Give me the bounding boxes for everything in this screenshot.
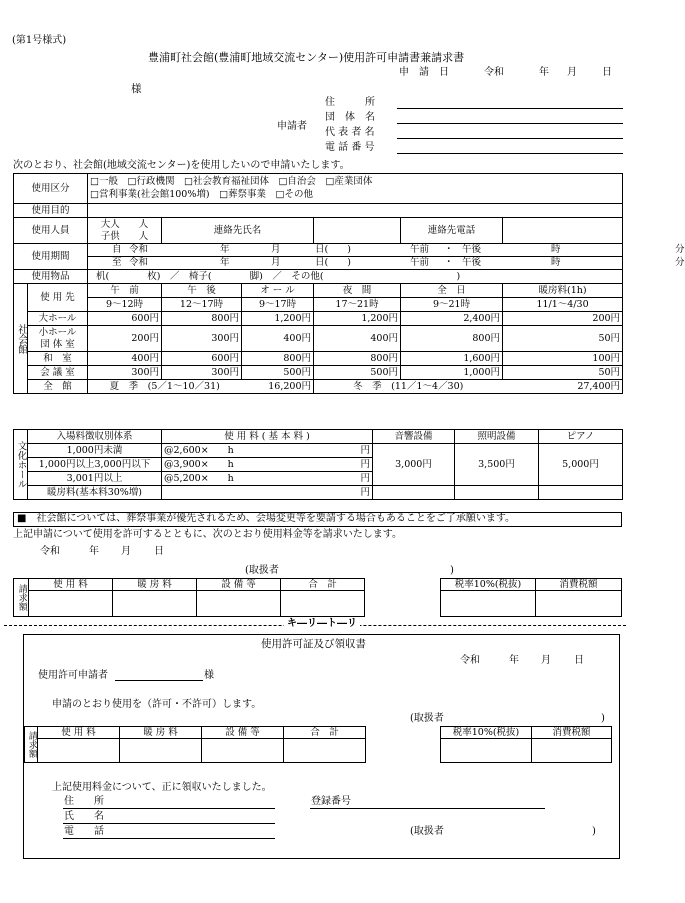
permit-title: 使用許可証及び領収書 [261,638,366,650]
permit-billing-h-total: 合 計 [284,727,366,739]
culture-unit: 円 [322,458,373,472]
hall-row-name: 会 議 室 [28,366,88,380]
culture-h4: 照明設備 [455,430,539,444]
purpose-label: 使用目的 [14,204,88,218]
hall-col-am: 午 前 [88,284,162,298]
culture-rate[interactable]: @2,600× h [162,444,322,458]
culture-empty [373,486,455,500]
hall-fee: 400円 [314,326,401,352]
permit-consumption-tax-field[interactable] [532,739,612,763]
cut-line-label: キ―リ―ト―リ [284,619,360,629]
period-label: 使用期間 [14,244,88,270]
hall-fee: 800円 [162,312,242,326]
culture-hall-table [13,429,623,500]
permit-handler: (取扱者 [410,713,444,724]
small-hall-label: 小ホール [38,326,77,338]
hall-fee: 1,000円 [401,366,503,380]
permit-date-day: 日 [574,655,584,666]
hall-time-heating: 11/1～4/30 [503,298,623,312]
hall-time-pm: 12～17時 [162,298,242,312]
period-to-h: 時 [551,257,561,268]
child-count[interactable]: 子供 人 [100,230,149,242]
req-date-day: 日 [154,546,164,557]
hall-fee: 1,200円 [314,312,401,326]
period-to-mi: 分 [675,257,685,268]
billing-total-field[interactable] [281,591,365,617]
hall-fee: 2,400円 [401,312,503,326]
applicant-rep-line[interactable] [397,138,623,139]
app-date-era: 令和 [484,67,504,78]
persons-count[interactable] [88,218,162,244]
usage-class-label: 使用区分 [14,174,88,204]
tax-rate-label: 税率10%(税抜) [441,579,536,591]
form-number: (第1号様式) [12,35,67,46]
all-hall-label: 全 館 [28,380,88,394]
hall-fee: 50円 [503,326,623,352]
period-from-row[interactable] [88,244,685,257]
hall-time-fullday: 9～21時 [401,298,503,312]
culture-tier: 3,001円以上 [28,472,162,486]
culture-empty [539,486,623,500]
hall-col-all: オ ー ル [242,284,314,298]
hall-fee: 50円 [503,366,623,380]
notice-text: ■ 社会館については、葬祭事業が優先されるため、会場変更等を要請する場合もあることをご了承願います。 [17,513,516,524]
period-from-m: 月 [271,244,281,255]
hall-fee: 400円 [88,352,162,366]
hall-fee: 1,200円 [242,312,314,326]
culture-empty [455,486,539,500]
hall-fee: 600円 [88,312,162,326]
request-text: 上記申請について使用を許可するとともに、次のとおり使用料金等を請求いたします。 [13,529,402,540]
culture-tier: 1,000円以上3,000円以下 [28,458,162,472]
billing-h-heating: 暖 房 料 [113,579,197,591]
receipt-address-label: 住 所 [64,796,104,807]
registration-line[interactable] [310,808,545,809]
persons-label: 使用人員 [14,218,88,244]
hall-time-night: 17～21時 [314,298,401,312]
hall-fee: 400円 [242,326,314,352]
applicant-group-label: 団 体 名 [325,112,375,123]
culture-unit: 円 [322,486,373,500]
usage-class-options[interactable] [88,174,623,204]
req-date-year: 年 [89,546,99,557]
culture-unit: 円 [322,444,373,458]
permit-date-month: 月 [541,655,551,666]
billing-h-usage: 使 用 料 [29,579,113,591]
period-from-y: 年 [220,244,230,255]
winter-fee: 27,400円 [503,380,623,394]
hall-fee: 1,600円 [401,352,503,366]
permit-sama: 様 [204,670,214,681]
receipt-address-line[interactable] [63,808,275,809]
hall-fee: 500円 [314,366,401,380]
culture-unit: 円 [322,472,373,486]
permit-date-year: 年 [509,655,519,666]
hall-fee: 800円 [242,352,314,366]
light-fee: 3,500円 [455,444,539,486]
permit-tax-rate-label: 税率10%(税抜) [441,727,532,739]
applicant-group-line[interactable] [397,123,623,124]
receipt-text: 上記使用料金について、正に領収いたしました。 [52,782,272,793]
hall-fee: 500円 [242,366,314,380]
period-from-d: 日( ) [315,244,351,255]
consumption-tax-label: 消費税額 [536,579,622,591]
billing-heating-field[interactable] [113,591,197,617]
permit-applicant-label: 使用許可申請者 [38,670,108,681]
tax-table [440,578,622,617]
hall-fee: 200円 [503,312,623,326]
permit-billing-usage-field[interactable] [38,739,120,763]
usage-class-line1[interactable]: □一般 □行政機関 □社会教育福祉団体 □自治会 □産業団体 [90,175,373,187]
hall-fee: 800円 [314,352,401,366]
contact-name-label: 連絡先氏名 [162,218,314,244]
period-from-am[interactable]: 午前 [410,244,430,255]
receipt-phone-label: 電 話 [64,826,104,837]
hall-row-name [28,326,88,352]
app-date-label: 申 請 日 [399,67,449,78]
permit-billing-total-field[interactable] [284,739,366,763]
receipt-name-line[interactable] [63,823,275,824]
applicant-label: 申請者 [277,121,307,132]
period-to-k: 至 [112,257,122,268]
period-to-d: 日( ) [315,257,351,268]
permit-date-era: 令和 [460,655,480,666]
billing-equipment-field[interactable] [197,591,281,617]
receipt-name-label: 氏 名 [64,811,104,822]
period-from-mi: 分 [675,244,685,255]
billing-side: 請求額 [14,579,29,617]
billing-h-equipment: 設 備 等 [197,579,281,591]
contact-phone-label: 連絡先電話 [401,218,503,244]
culture-h3: 音響設備 [373,430,455,444]
permit-billing-side: 請求額 [25,727,38,763]
hall-row-name: 和 室 [28,352,88,366]
period-from-pm[interactable]: 午後 [462,244,482,255]
consumption-tax-field[interactable] [536,591,622,617]
handler-label: (取扱者 [245,565,279,576]
summer-fee: 16,200円 [242,380,314,394]
hall-row-name: 大ホール [28,312,88,326]
app-date-day: 日 [602,67,612,78]
billing-h-total: 合 計 [281,579,365,591]
applicant-rep-label: 代 表 者 名 [325,127,375,138]
period-to-y: 年 [220,257,230,268]
billing-usage-field[interactable] [29,591,113,617]
items-field[interactable]: 机( 枚) ／ 椅子( 脚) ／ その他( ) [88,270,623,284]
culture-h2: 使 用 料 ( 基 本 料 ) [162,430,373,444]
period-to-m: 月 [271,257,281,268]
culture-rate[interactable]: @3,900× h [162,458,322,472]
period-from-era: 令和 [129,244,149,255]
period-to-row[interactable] [88,257,685,270]
permit-tax-base-field[interactable] [441,739,532,763]
summer-label: 夏 季 (5／1～10／31) [88,380,242,394]
culture-h1: 入場料徴収別体系 [28,430,162,444]
permit-billing-table [24,726,366,763]
applicant-address-line[interactable] [397,108,623,109]
period-to-pm[interactable]: 午後 [462,257,482,268]
handler-close: ) [450,565,454,576]
culture-rate[interactable] [162,486,322,500]
culture-side-label: 文化ホール [14,430,28,500]
hall-fee: 300円 [88,366,162,380]
hall-fee: 600円 [162,352,242,366]
period-to-dot: ・ [444,257,454,268]
contact-phone-field[interactable] [503,218,623,244]
hall-time-all: 9～17時 [242,298,314,312]
receipt-handler-close: ) [592,826,596,837]
permit-billing-heating-field[interactable] [120,739,202,763]
application-table [13,173,685,394]
permit-tax-table [440,726,612,763]
hall-col-pm: 午 後 [162,284,242,298]
hall-col-heating: 暖房料(1h) [503,284,623,298]
applicant-phone-label: 電 話 番 号 [325,142,375,153]
permit-handler-close: ) [601,713,605,724]
intro-text: 次のとおり、社会館(地域交流センター)を使用したいので申請いたします。 [13,160,350,171]
period-from-h: 時 [551,244,561,255]
contact-name-field[interactable] [314,218,401,244]
permit-billing-h-usage: 使 用 料 [38,727,120,739]
hall-fee: 100円 [503,352,623,366]
culture-rate[interactable]: @5,200× h [162,472,322,486]
culture-h5: ピアノ [539,430,623,444]
usage-class-line2[interactable]: □営利事業(社会館100%増) □葬祭事業 □その他 [90,188,314,200]
culture-tier: 暖房料(基本料30%増) [28,486,162,500]
addressee: 様 [131,83,142,95]
period-from-k: 自 [112,244,122,255]
hall-fee: 200円 [88,326,162,352]
hall-col-fullday: 全 日 [401,284,503,298]
culture-tier: 1,000円未満 [28,444,162,458]
period-from-dot: ・ [444,244,454,255]
permit-consumption-tax-label: 消費税額 [532,727,612,739]
billing-table [13,578,365,617]
applicant-address-label: 住 所 [325,97,375,108]
receipt-phone-line[interactable] [63,838,275,839]
app-date-year: 年 [539,67,549,78]
hall-side-label: 社会館 [14,284,28,394]
period-to-era: 令和 [129,257,149,268]
piano-fee: 5,000円 [539,444,623,486]
hall-fee: 800円 [401,326,503,352]
items-label: 使用物品 [14,270,88,284]
registration-label: 登録番号 [311,796,351,807]
form-title: 豊浦町社会館(豊浦町地域交流センター)使用許可申請書兼請求書 [148,51,465,64]
adult-count[interactable]: 大人 人 [100,218,149,230]
hall-time-am: 9～12時 [88,298,162,312]
period-to-am[interactable]: 午前 [410,257,430,268]
permit-applicant-line[interactable] [115,680,203,681]
req-date-era: 令和 [40,546,60,557]
hall-use-label: 使 用 先 [28,284,88,312]
group-room-label: 団 体 室 [40,338,75,350]
permit-billing-h-heating: 暖 房 料 [120,727,202,739]
app-date-month: 月 [567,67,577,78]
permit-billing-h-equipment: 設 備 等 [202,727,284,739]
req-date-month: 月 [121,546,131,557]
permit-approve[interactable]: 申請のとおり使用を（許可・不許可）します。 [52,699,262,710]
sound-fee: 3,000円 [373,444,455,486]
hall-col-night: 夜 間 [314,284,401,298]
hall-fee: 300円 [162,326,242,352]
tax-base-field[interactable] [441,591,536,617]
permit-billing-equipment-field[interactable] [202,739,284,763]
purpose-field[interactable] [88,204,623,218]
winter-label: 冬 季 (11／1～4／30) [314,380,503,394]
hall-fee: 300円 [162,366,242,380]
receipt-handler: (取扱者 [410,826,444,837]
applicant-phone-line[interactable] [397,153,623,154]
